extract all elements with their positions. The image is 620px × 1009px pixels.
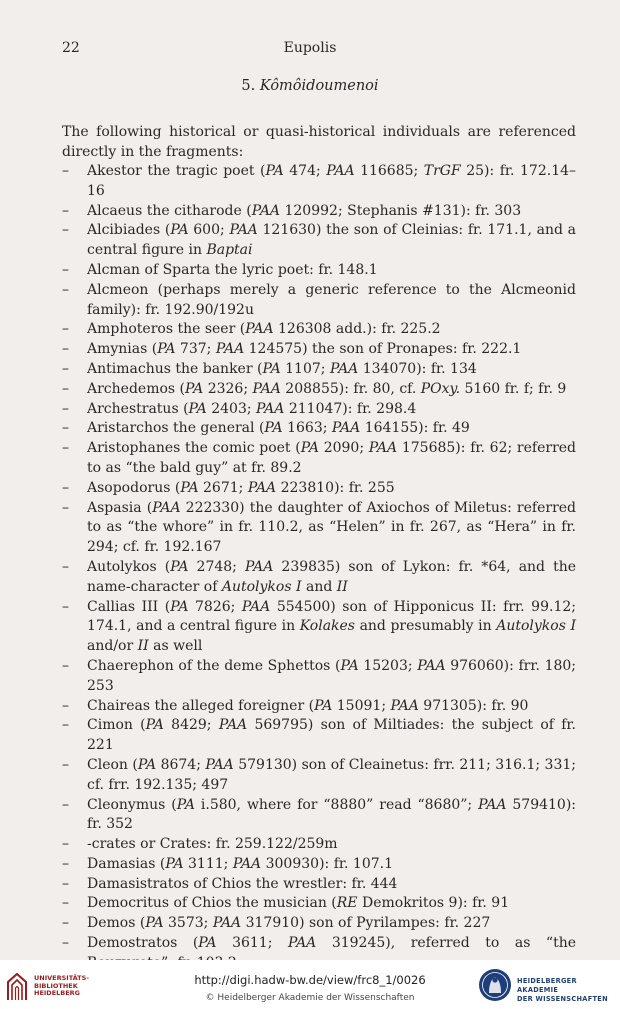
italic-text: II	[336, 578, 348, 595]
intro-paragraph: The following historical or quasi-historical individuals are referenced directly in the fragments:	[62, 124, 576, 160]
entry-text: and	[301, 578, 337, 595]
list-dash: –	[62, 756, 69, 773]
italic-text: PAA	[215, 341, 245, 358]
entry-text: 1107;	[280, 360, 330, 377]
list-dash: –	[62, 499, 69, 516]
page-number: 22	[62, 40, 80, 56]
italic-text: PA	[180, 479, 199, 496]
italic-text: PAA	[251, 202, 281, 219]
list-item	[62, 697, 576, 717]
italic-text: PAA	[287, 935, 317, 952]
entry-text: Demokritos 9): fr. 91	[357, 895, 510, 912]
italic-text: II	[137, 638, 149, 655]
entry-text: 223810): fr. 255	[276, 479, 395, 496]
section-number: 5.	[241, 78, 256, 94]
italic-text: TrGF	[423, 163, 461, 179]
copyright-notice: © Heidelberger Akademie der Wissenschaften	[205, 993, 415, 1003]
running-head: Eupolis	[283, 40, 337, 56]
italic-text: PA	[165, 855, 184, 872]
entry-text: Cleon (	[87, 756, 138, 773]
list-item	[62, 479, 576, 499]
italic-text: PAA	[326, 163, 355, 179]
entry-text: 2671;	[198, 479, 248, 496]
logo-line: BIBLIOTHEK	[34, 981, 78, 990]
entry-text: Asopodorus (	[87, 479, 181, 496]
entry-text: 474;	[283, 163, 327, 179]
italic-text: PAA	[241, 598, 271, 615]
entry-text: 317910) son of Pyrilampes: fr. 227	[241, 915, 491, 932]
italic-text: PA	[188, 400, 207, 417]
entry-text: 554500) son of Hipponicus II: frr. 99.12; 174.1, and a central figure in	[87, 598, 576, 635]
italic-text: PAA	[478, 796, 507, 813]
italic-text: RE	[336, 895, 358, 912]
italic-text: PAA	[329, 360, 359, 377]
entry-text: -crates or Crates: fr. 259.122/259m	[87, 836, 338, 853]
list-dash: –	[62, 697, 69, 714]
list-item	[62, 261, 576, 281]
entry-text: Alcibiades (	[87, 222, 171, 239]
entry-text: Demos (	[87, 915, 146, 932]
entry-text: 2403;	[206, 400, 257, 417]
italic-text: PAA	[244, 558, 274, 575]
list-dash: –	[62, 400, 69, 417]
komoidoumenoi-list	[62, 162, 576, 974]
italic-text: PA	[185, 380, 204, 397]
entry-text: 579130) son of Cleainetus: frr. 211; 316.1; 331; cf. frr. 192.135; 497	[87, 756, 576, 793]
italic-text: PA	[314, 697, 333, 714]
list-item	[62, 202, 576, 222]
italic-text: PAA	[331, 420, 361, 437]
italic-text: PA	[198, 935, 217, 952]
list-dash: –	[62, 321, 69, 338]
academy-seal-logo-icon	[478, 968, 512, 1002]
entry-text: Alcaeus the citharode (	[87, 202, 252, 219]
list-dash: –	[62, 598, 69, 615]
list-item	[62, 716, 576, 756]
entry-text: 600;	[188, 222, 230, 239]
entry-text: 976060): frr. 180; 253	[87, 657, 577, 694]
list-item	[62, 894, 576, 914]
italic-text: PAA	[245, 321, 274, 338]
list-item	[62, 360, 576, 380]
italic-text: POxy.	[420, 380, 461, 397]
entry-text: 124575) the son of Pronapes: fr. 222.1	[244, 341, 522, 358]
entry-text: 737;	[175, 341, 216, 358]
list-item	[62, 281, 576, 321]
italic-text: PA	[262, 360, 281, 377]
list-dash: –	[62, 202, 69, 219]
italic-text: PA	[176, 796, 195, 813]
italic-text: PA	[157, 341, 176, 358]
entry-text: 3573;	[163, 915, 213, 932]
list-item	[62, 419, 576, 439]
italic-text: PAA	[212, 915, 242, 932]
list-dash: –	[62, 657, 69, 674]
italic-text: PAA	[152, 499, 181, 516]
list-item	[62, 499, 576, 558]
italic-text: PAA	[368, 440, 398, 457]
italic-text: PAA	[232, 855, 262, 872]
entry-text: Aristophanes the comic poet (	[87, 440, 301, 457]
entry-text: and/or	[87, 638, 138, 655]
entry-text: Archestratus (	[87, 400, 189, 417]
entry-text: 7826;	[188, 598, 242, 615]
italic-text: PA	[145, 915, 164, 932]
list-dash: –	[62, 440, 69, 457]
list-dash: –	[62, 855, 69, 872]
italic-text: Baptai	[206, 242, 253, 259]
list-item	[62, 439, 576, 479]
entry-text: 2326;	[203, 380, 253, 397]
list-dash: –	[62, 935, 69, 952]
italic-text: PA	[300, 440, 319, 457]
list-dash: –	[62, 836, 69, 853]
section-heading	[0, 78, 620, 94]
entry-text: Archedemos (	[87, 380, 185, 397]
entry-text: Aristarchos the general (	[87, 420, 265, 437]
list-dash: –	[62, 163, 69, 179]
entry-text: 126308 add.): fr. 225.2	[273, 321, 441, 338]
italic-text: PAA	[252, 380, 281, 397]
list-item	[62, 875, 576, 895]
entry-text: 569795) son of Miltiades: the subject of fr. 221	[87, 717, 577, 754]
entry-text: 134070): fr. 134	[358, 360, 477, 377]
list-dash: –	[62, 717, 69, 734]
entry-text: i.580, where for “8880” read “8680”;	[194, 796, 479, 813]
list-dash: –	[62, 281, 69, 298]
italic-text: PA	[170, 598, 189, 615]
list-dash: –	[62, 875, 69, 892]
italic-text: PAA	[205, 756, 234, 773]
entry-text: 971305): fr. 90	[418, 697, 529, 714]
entry-text: Akestor the tragic poet (	[87, 163, 266, 179]
entry-text: 120992; Stephanis #131): fr. 303	[280, 202, 522, 219]
entry-text: Amynias (	[87, 341, 158, 358]
entry-text: 3111;	[183, 855, 233, 872]
logo-line: DER WISSENSCHAFTEN	[517, 995, 608, 1003]
list-dash: –	[62, 558, 69, 575]
entry-text: 579410): fr. 352	[87, 796, 576, 833]
entry-text: 15203;	[358, 657, 418, 674]
entry-text: Antimachus the banker (	[87, 360, 263, 377]
italic-text: PAA	[229, 222, 258, 239]
list-item	[62, 558, 576, 598]
entry-text: 5160 fr. f; fr. 9	[460, 380, 567, 397]
italic-text: PA	[170, 558, 189, 575]
list-dash: –	[62, 796, 69, 813]
italic-text: PA	[145, 717, 164, 734]
entry-text: 239835) son of Lykon: fr. *64, and the name-character of	[87, 558, 577, 595]
section-title: Kômôidoumenoi	[259, 78, 379, 94]
entry-text: Chaerephon of the deme Sphettos (	[87, 657, 341, 674]
entry-text: 8674;	[156, 756, 206, 773]
academy-logo-text	[517, 977, 620, 1004]
list-dash: –	[62, 261, 69, 278]
entry-text: 222330) the daughter of Axiochos of Miletus: referred to as “the whore” in fr. 110.2, as “Helen” in fr. 267, as “Hera” in fr. 294; cf. fr. 192.167	[87, 499, 577, 556]
entry-text: 3611;	[216, 935, 288, 952]
italic-text: PAA	[256, 400, 285, 417]
entry-text: Chaireas the alleged foreigner (	[87, 697, 315, 714]
italic-text: Autolykos I	[496, 618, 576, 635]
italic-text: Kolakes	[299, 618, 355, 635]
entry-text: 25): fr. 172.14–16	[87, 163, 577, 199]
entry-text: Alcmeon (perhaps merely a generic reference to the Alcmeonid family): fr. 192.90/192u	[87, 281, 576, 318]
entry-text: Aspasia (	[87, 499, 153, 516]
list-item	[62, 380, 576, 400]
list-item	[62, 835, 576, 855]
source-url-link[interactable]: http://digi.hadw-bw.de/view/frc8_1/0026	[194, 973, 426, 987]
italic-text: PA	[137, 756, 157, 773]
list-dash: –	[62, 479, 69, 496]
list-dash: –	[62, 915, 69, 932]
list-item	[62, 340, 576, 360]
italic-text: PAA	[247, 479, 277, 496]
list-item	[62, 796, 576, 836]
list-dash: –	[62, 360, 69, 377]
entry-text: 8429;	[163, 717, 219, 734]
entry-text: 211047): fr. 298.4	[284, 400, 417, 417]
list-dash: –	[62, 341, 69, 358]
entry-text: 15091;	[332, 697, 391, 714]
italic-text: PAA	[390, 697, 419, 714]
list-dash: –	[62, 420, 69, 437]
list-dash: –	[62, 895, 69, 912]
entry-text: 300930): fr. 107.1	[261, 855, 394, 872]
entry-text: Damasistratos of Chios the wrestler: fr. 444	[87, 875, 398, 892]
italic-text: PAA	[417, 657, 446, 674]
list-item	[62, 657, 576, 697]
italic-text: PA	[340, 657, 359, 674]
entry-text: 116685;	[354, 163, 424, 179]
italic-text: PA	[170, 222, 189, 239]
entry-text: 208855): fr. 80, cf.	[280, 380, 421, 397]
list-item	[62, 598, 576, 657]
entry-text: Amphoteros the seer (	[87, 321, 246, 338]
logo-line: UNIVERSITÄTS-	[34, 974, 89, 982]
entry-text: Demostratos (	[87, 935, 199, 952]
entry-text: Cleonymus (	[87, 796, 177, 813]
italic-text: Autolykos I	[221, 578, 302, 595]
entry-text: and presumably in	[355, 618, 497, 635]
entry-text: 175685): fr. 62; referred to as “the bald guy” at fr. 89.2	[87, 440, 577, 476]
list-item	[62, 162, 576, 202]
list-item	[62, 756, 576, 796]
list-item	[62, 320, 576, 340]
entry-text: Cimon (	[87, 717, 146, 734]
entry-text: 164155): fr. 49	[360, 420, 470, 437]
entry-text: 121630) the son of Cleinias: fr. 171.1, and a central figure in	[87, 222, 576, 259]
entry-text: 2090;	[319, 440, 369, 457]
entry-text: Callias III (	[87, 598, 171, 615]
entry-text: Democritus of Chios the musician (	[87, 895, 337, 912]
list-dash: –	[62, 380, 69, 397]
entry-text: Damasias (	[87, 855, 166, 872]
logo-line: HEIDELBERGER AKADEMIE	[517, 977, 577, 994]
entry-text: 2748;	[188, 558, 245, 575]
italic-text: PA	[265, 163, 284, 179]
list-item	[62, 914, 576, 934]
entry-text: Autolykos (	[87, 558, 171, 575]
italic-text: PA	[264, 420, 283, 437]
list-item	[62, 855, 576, 875]
entry-text: as well	[148, 638, 203, 655]
list-item	[62, 400, 576, 420]
entry-text: 319245), referred to as “the	[331, 935, 577, 952]
logo-line: HEIDELBERG	[34, 989, 81, 997]
entry-text: 1663;	[282, 420, 332, 437]
list-item	[62, 221, 576, 261]
list-dash: –	[62, 222, 69, 239]
entry-text: Alcman of Sparta the lyric poet: fr. 148.1	[87, 261, 378, 278]
italic-text: PAA	[218, 717, 248, 734]
